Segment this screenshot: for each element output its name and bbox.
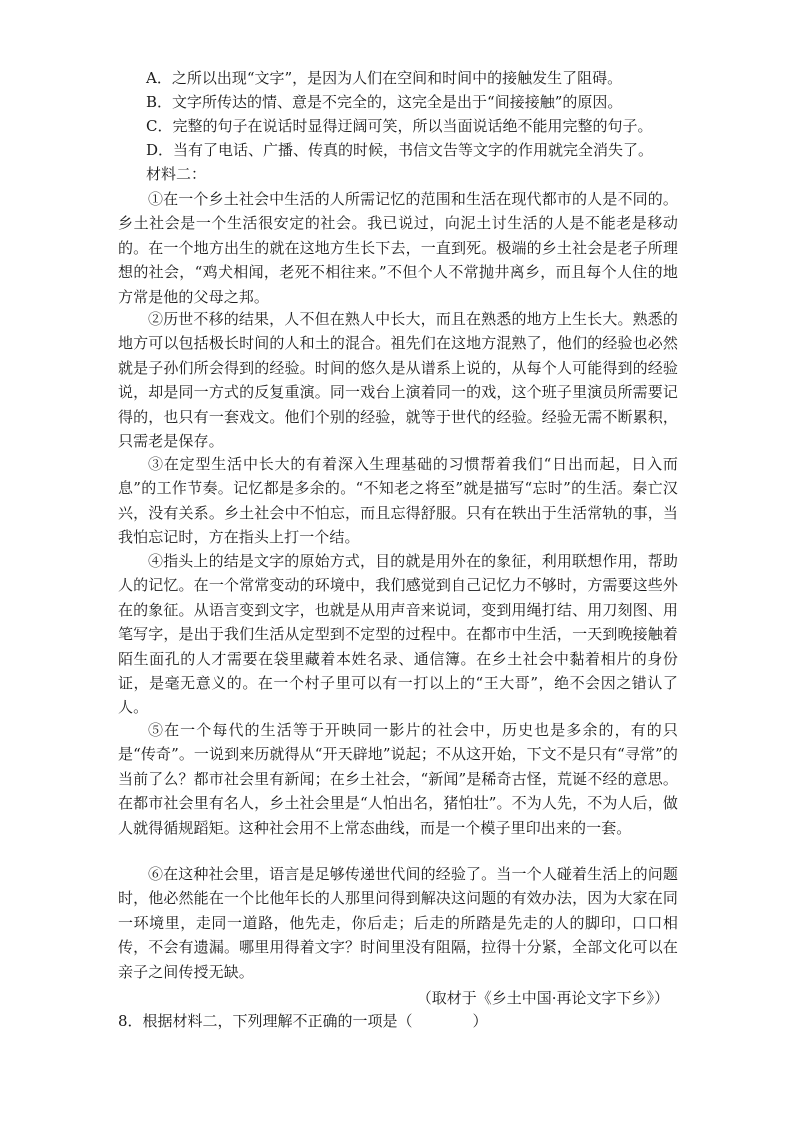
material-paragraph-4: ④指头上的结是文字的原始方式，目的就是用外在的象征，利用联想作用，帮助人的记忆。在一个常常变动的环境中，我们感觉到自己记忆力不够时，方需要这些外在的象征。从语言变到文字，也就是从用声音来说词，变到用绳打结、用刀刻图、用笔写字，是出于我们生活从定型到不定型的过程中。在都市中生活，一天到晚接触着陌生面孔的人才需要在袋里藏着本姓名录、通信簿。在乡土社会中黏着相片的身份证，是毫无意义的。在一个村子里可以有一打以上的“王大哥”，绝不会因之错认了人。 xyxy=(118,552,678,717)
material-paragraph-5: ⑤在一个每代的生活等于开映同一影片的社会中，历史也是多余的，有的只是“传奇”。一说到来历就得从“开天辟地”说起；不从这开始，下文不是只有“寻常”的当前了么？都市社会里有新闻；在乡土社会，“新闻”是稀奇古怪，荒诞不经的意思。在都市社会里有名人，乡土社会里是“人怕出名，猪怕壮”。不为人先，不为人后，做人就得循规蹈矩。这种社会用不上常态曲线，而是一个模子里印出来的一套。 xyxy=(118,721,679,837)
option-b: B．文字所传达的情、意是不完全的，这完全是出于“间接接触”的原因。 xyxy=(146,93,623,111)
option-c: C．完整的句子在说话时显得迂阔可笑，所以当面说话绝不能用完整的句子。 xyxy=(146,117,653,135)
source-citation: （取材于《乡土中国·再论文字下乡》） xyxy=(416,989,669,1007)
material-paragraph-6: ⑥在这种社会里，语言是足够传递世代间的经验了。当一个人碰着生活上的问题时，他必然能在一个比他年长的人那里问得到解决这问题的有效办法，因为大家在同一环境里，走同一道路，他先走，你后走；后走的所踏是先走的人的脚印，口口相传，不会有遗漏。哪里用得着文字？时间里没有阻隔，拉得十分紧，全部文化可以在亲子之间传授无缺。 xyxy=(118,865,678,981)
question-8: 8．根据材料二，下列理解不正确的一项是（ ） xyxy=(118,1012,488,1030)
material-paragraph-1: ①在一个乡土社会中生活的人所需记忆的范围和生活在现代都市的人是不同的。乡土社会是一个生活很安定的社会。我已说过，向泥土讨生活的人是不能老是移动的。在一个地方出生的就在这地方生长下去，一直到死。极端的乡土社会是老子所理想的社会，“鸡犬相闻，老死不相往来。”不但个人不常抛井离乡，而且每个人住的地方常是他的父母之邦。 xyxy=(118,190,678,306)
material-two-heading: 材料二： xyxy=(146,165,207,183)
material-paragraph-3: ③在定型生活中长大的有着深入生理基础的习惯帮着我们“日出而起，日入而息”的工作节奏。记忆都是多余的。“不知老之将至”就是描写“忘时”的生活。秦亡汉兴，没有关系。乡土社会中不怕忘，而且忘得舒服。只有在轶出于生活常轨的事，当我怕忘记时，方在指头上打一个结。 xyxy=(118,455,678,547)
material-paragraph-2: ②历世不移的结果，人不但在熟人中长大，而且在熟悉的地方上生长大。熟悉的地方可以包括极长时间的人和土的混合。祖先们在这地方混熟了，他们的经验也必然就是子孙们所会得到的经验。时间的悠久是从谱系上说的，从每个人可能得到的经验说，却是同一方式的反复重演。同一戏台上演着同一的戏，这个班子里演员所需要记得的，也只有一套戏文。他们个别的经验，就等于世代的经验。经验无需不断累积，只需老是保存。 xyxy=(118,310,678,451)
option-d: D．当有了电话、广播、传真的时候，书信文告等文字的作用就完全消失了。 xyxy=(146,141,654,159)
option-a: A．之所以出现“文字”，是因为人们在空间和时间中的接触发生了阻碍。 xyxy=(146,69,623,87)
